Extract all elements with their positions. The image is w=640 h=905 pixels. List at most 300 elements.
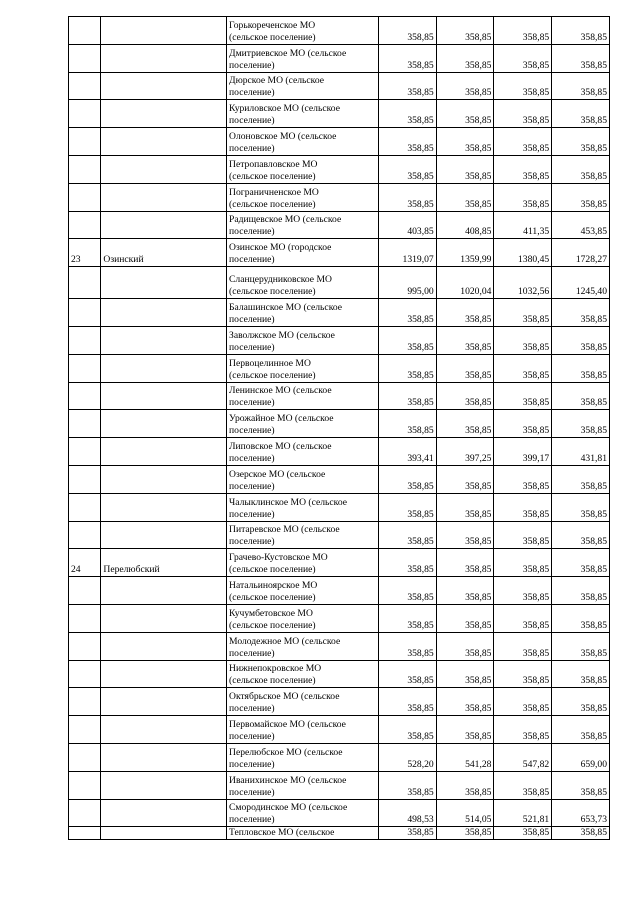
value-cell-3: 358,85: [494, 72, 552, 100]
municipality-name-line: поселение): [229, 536, 275, 548]
value-cell-4: 659,00: [552, 743, 610, 771]
district-name: [101, 799, 227, 827]
municipality-name: [227, 465, 379, 493]
municipality-name-line: поселение): [229, 341, 275, 353]
value-cell-1: 393,41: [378, 438, 436, 466]
district-name: Перелюбский: [101, 549, 227, 577]
value-cell-1: 358,85: [378, 44, 436, 72]
value-cell-4: 358,85: [552, 604, 610, 632]
municipality-name: [227, 299, 379, 327]
table-row: [69, 827, 610, 840]
municipality-name: [227, 382, 379, 410]
municipality-name-line: (сельское поселение): [229, 198, 316, 210]
table-row: [69, 493, 610, 521]
value-cell-3: 358,85: [494, 688, 552, 716]
value-cell-3: 358,85: [494, 604, 552, 632]
table-row: [69, 72, 610, 100]
value-cell-1: 358,85: [378, 493, 436, 521]
municipality-name-line: поселение): [229, 758, 275, 770]
value-cell-4: 358,85: [552, 521, 610, 549]
municipality-name: [227, 549, 379, 577]
municipality-name-line: Горькореченское МО: [229, 19, 316, 31]
municipality-name-line: Первомайское МО (сельское: [229, 718, 346, 730]
row-number: [69, 326, 101, 354]
value-cell-3: 399,17: [494, 438, 552, 466]
municipality-name: [227, 44, 379, 72]
value-cell-3: 358,85: [494, 326, 552, 354]
municipality-name-line: поселение): [229, 480, 275, 492]
value-cell-3: 521,81: [494, 799, 552, 827]
value-cell-2: 358,85: [436, 549, 494, 577]
value-cell-1: 358,85: [378, 521, 436, 549]
district-name: [101, 128, 227, 156]
district-name: [101, 382, 227, 410]
table-row: [69, 239, 610, 267]
municipality-name: [227, 410, 379, 438]
value-cell-1: 358,85: [378, 604, 436, 632]
municipality-name-line: Питаревское МО (сельское: [229, 524, 340, 536]
table-row: [69, 17, 610, 45]
value-cell-4: 358,85: [552, 688, 610, 716]
table-row: [69, 688, 610, 716]
row-number: [69, 72, 101, 100]
municipality-name: [227, 267, 379, 299]
municipality-name-line: поселение): [229, 814, 275, 826]
district-name: [101, 632, 227, 660]
district-name: [101, 493, 227, 521]
value-cell-1: 358,85: [378, 410, 436, 438]
district-name: [101, 17, 227, 45]
municipality-name-line: (сельское поселение): [229, 675, 316, 687]
value-cell-3: 358,85: [494, 549, 552, 577]
value-cell-2: 358,85: [436, 688, 494, 716]
municipality-name: [227, 183, 379, 211]
table-row: [69, 354, 610, 382]
table-row: [69, 632, 610, 660]
value-cell-4: 358,85: [552, 465, 610, 493]
value-cell-2: 358,85: [436, 44, 494, 72]
municipality-name-line: поселение): [229, 508, 275, 520]
municipality-name-line: Радищевское МО (сельское: [229, 214, 342, 226]
municipality-name-line: Озерское МО (сельское: [229, 468, 326, 480]
value-cell-3: 358,85: [494, 17, 552, 45]
value-cell-2: 397,25: [436, 438, 494, 466]
municipality-name: [227, 17, 379, 45]
value-cell-2: 541,28: [436, 743, 494, 771]
row-number: 24: [69, 549, 101, 577]
value-cell-2: 358,85: [436, 100, 494, 128]
value-cell-2: 358,85: [436, 326, 494, 354]
municipality-name-line: поселение): [229, 254, 275, 266]
row-number: [69, 44, 101, 72]
district-name: [101, 100, 227, 128]
value-cell-3: 358,85: [494, 493, 552, 521]
value-cell-2: 358,85: [436, 155, 494, 183]
value-cell-1: 358,85: [378, 688, 436, 716]
value-cell-3: 358,85: [494, 521, 552, 549]
district-name: [101, 410, 227, 438]
value-cell-1: 403,85: [378, 211, 436, 239]
value-cell-1: 358,85: [378, 549, 436, 577]
value-cell-1: 358,85: [378, 771, 436, 799]
value-cell-4: 358,85: [552, 183, 610, 211]
table-row: [69, 716, 610, 744]
municipality-name: [227, 521, 379, 549]
row-number: [69, 211, 101, 239]
value-cell-2: 358,85: [436, 128, 494, 156]
municipality-name: [227, 155, 379, 183]
value-cell-1: 358,85: [378, 183, 436, 211]
value-cell-3: 358,85: [494, 577, 552, 605]
value-cell-4: 358,85: [552, 493, 610, 521]
municipality-name: [227, 72, 379, 100]
value-cell-2: 358,85: [436, 493, 494, 521]
value-cell-3: 358,85: [494, 44, 552, 72]
value-cell-2: 358,85: [436, 299, 494, 327]
row-number: [69, 128, 101, 156]
row-number: [69, 410, 101, 438]
value-cell-3: 358,85: [494, 465, 552, 493]
municipality-name: [227, 100, 379, 128]
municipality-name-line: Смородинское МО (сельское: [229, 802, 348, 814]
municipality-name: [227, 577, 379, 605]
value-cell-1: 358,85: [378, 716, 436, 744]
value-cell-2: 1020,04: [436, 267, 494, 299]
value-cell-1: 358,85: [378, 354, 436, 382]
municipality-name-line: поселение): [229, 59, 275, 71]
municipality-name: [227, 632, 379, 660]
value-cell-1: 358,85: [378, 660, 436, 688]
table-body: [69, 17, 610, 840]
value-cell-4: 358,85: [552, 155, 610, 183]
value-cell-3: 358,85: [494, 155, 552, 183]
row-number: [69, 743, 101, 771]
table-row: [69, 549, 610, 577]
district-name: [101, 743, 227, 771]
municipality-name-line: Нижнепокровское МО: [229, 663, 322, 675]
municipality-name-line: Натальиноярское МО: [229, 579, 318, 591]
value-cell-4: 358,85: [552, 549, 610, 577]
district-name: [101, 72, 227, 100]
municipality-name-line: Грачево-Кустовское МО: [229, 552, 328, 564]
value-cell-2: 358,85: [436, 577, 494, 605]
municipality-name: [227, 799, 379, 827]
value-cell-3: 358,85: [494, 410, 552, 438]
district-name: [101, 771, 227, 799]
row-number: [69, 827, 101, 840]
value-cell-2: 358,85: [436, 632, 494, 660]
value-cell-1: 358,85: [378, 17, 436, 45]
municipality-name-line: Урожайное МО (сельское: [229, 413, 334, 425]
row-number: 23: [69, 239, 101, 267]
row-number: [69, 632, 101, 660]
value-cell-4: 358,85: [552, 577, 610, 605]
municipality-name: [227, 239, 379, 267]
value-cell-2: 358,85: [436, 382, 494, 410]
district-name: [101, 716, 227, 744]
table-row: [69, 267, 610, 299]
value-cell-3: 358,85: [494, 660, 552, 688]
municipality-name-line: поселение): [229, 87, 275, 99]
municipality-name-line: поселение): [229, 313, 275, 325]
value-cell-2: 358,85: [436, 465, 494, 493]
value-cell-3: 1380,45: [494, 239, 552, 267]
table-row: [69, 326, 610, 354]
value-cell-1: 358,85: [378, 326, 436, 354]
table-row: [69, 410, 610, 438]
value-cell-4: 358,85: [552, 17, 610, 45]
row-number: [69, 771, 101, 799]
row-number: [69, 100, 101, 128]
value-cell-3: 358,85: [494, 827, 552, 840]
municipality-name-line: Дюрское МО (сельское: [229, 75, 324, 87]
value-cell-4: 1245,40: [552, 267, 610, 299]
table-row: [69, 604, 610, 632]
value-cell-4: 653,73: [552, 799, 610, 827]
municipality-name-line: Заволжское МО (сельское: [229, 329, 335, 341]
value-cell-3: 358,85: [494, 632, 552, 660]
municipality-name: [227, 716, 379, 744]
district-name: [101, 267, 227, 299]
value-cell-1: 358,85: [378, 827, 436, 840]
municipality-name-line: Ленинское МО (сельское: [229, 385, 332, 397]
municipality-name-line: поселение): [229, 730, 275, 742]
table-row: [69, 211, 610, 239]
value-cell-4: 358,85: [552, 72, 610, 100]
municipality-name-line: Куриловское МО (сельское: [229, 103, 340, 115]
row-number: [69, 183, 101, 211]
value-cell-2: 358,85: [436, 72, 494, 100]
district-name: [101, 183, 227, 211]
value-cell-3: 358,85: [494, 771, 552, 799]
table-row: [69, 438, 610, 466]
table-row: [69, 799, 610, 827]
municipality-name-line: Тепловское МО (сельское: [229, 827, 335, 839]
value-cell-3: 358,85: [494, 382, 552, 410]
table-row: [69, 521, 610, 549]
district-name: [101, 660, 227, 688]
value-cell-4: 1728,27: [552, 239, 610, 267]
table-row: [69, 44, 610, 72]
value-cell-3: 1032,56: [494, 267, 552, 299]
district-name: [101, 354, 227, 382]
municipality-name: [227, 493, 379, 521]
table-row: [69, 577, 610, 605]
row-number: [69, 155, 101, 183]
value-cell-4: 358,85: [552, 827, 610, 840]
value-cell-2: 1359,99: [436, 239, 494, 267]
district-name: [101, 326, 227, 354]
municipality-name-line: (сельское поселение): [229, 369, 316, 381]
municipality-name-line: поселение): [229, 226, 275, 238]
value-cell-4: 358,85: [552, 632, 610, 660]
value-cell-2: 358,85: [436, 771, 494, 799]
municipality-name-line: Озинское МО (городское: [229, 242, 332, 254]
municipality-name-line: Чалыклинское МО (сельское: [229, 496, 348, 508]
municipality-name-line: Балашинское МО (сельское: [229, 301, 343, 313]
value-cell-2: 358,85: [436, 410, 494, 438]
municipality-name: [227, 354, 379, 382]
municipality-name: [227, 688, 379, 716]
value-cell-2: 358,85: [436, 827, 494, 840]
municipality-name-line: Октябрьское МО (сельское: [229, 691, 340, 703]
row-number: [69, 521, 101, 549]
district-name: [101, 604, 227, 632]
row-number: [69, 438, 101, 466]
municipality-name-line: поселение): [229, 452, 275, 464]
settlement-table: [68, 16, 610, 840]
municipality-name-line: поселение): [229, 397, 275, 409]
value-cell-1: 358,85: [378, 632, 436, 660]
value-cell-3: 547,82: [494, 743, 552, 771]
municipality-name: [227, 438, 379, 466]
district-name: [101, 827, 227, 840]
row-number: [69, 382, 101, 410]
value-cell-1: 498,53: [378, 799, 436, 827]
row-number: [69, 799, 101, 827]
value-cell-1: 358,85: [378, 128, 436, 156]
value-cell-1: 995,00: [378, 267, 436, 299]
value-cell-4: 358,85: [552, 44, 610, 72]
row-number: [69, 465, 101, 493]
municipality-name-line: Петропавловское МО: [229, 158, 318, 170]
district-name: [101, 688, 227, 716]
value-cell-2: 408,85: [436, 211, 494, 239]
table-row: [69, 183, 610, 211]
value-cell-4: 358,85: [552, 716, 610, 744]
municipality-name-line: (сельское поселение): [229, 31, 316, 43]
municipality-name-line: поселение): [229, 425, 275, 437]
value-cell-2: 358,85: [436, 604, 494, 632]
value-cell-2: 358,85: [436, 17, 494, 45]
district-name: Озинский: [101, 239, 227, 267]
value-cell-4: 358,85: [552, 100, 610, 128]
row-number: [69, 493, 101, 521]
table-row: [69, 465, 610, 493]
value-cell-4: 358,85: [552, 410, 610, 438]
district-name: [101, 44, 227, 72]
row-number: [69, 577, 101, 605]
value-cell-4: 358,85: [552, 771, 610, 799]
table-row: [69, 771, 610, 799]
value-cell-4: 453,85: [552, 211, 610, 239]
value-cell-2: 358,85: [436, 660, 494, 688]
value-cell-3: 411,35: [494, 211, 552, 239]
table-row: [69, 660, 610, 688]
municipality-name-line: поселение): [229, 703, 275, 715]
municipality-name: [227, 128, 379, 156]
municipality-name-line: (сельское поселение): [229, 619, 316, 631]
municipality-name-line: поселение): [229, 647, 275, 659]
municipality-name: [227, 604, 379, 632]
municipality-name-line: Дмитриевское МО (сельское: [229, 47, 347, 59]
value-cell-4: 358,85: [552, 128, 610, 156]
municipality-name-line: Липовское МО (сельское: [229, 440, 332, 452]
row-number: [69, 267, 101, 299]
table-row: [69, 155, 610, 183]
value-cell-1: 358,85: [378, 100, 436, 128]
municipality-name-line: поселение): [229, 115, 275, 127]
municipality-name: [227, 771, 379, 799]
value-cell-4: 358,85: [552, 299, 610, 327]
municipality-name-line: Молодежное МО (сельское: [229, 635, 341, 647]
municipality-name-line: Иванихинское МО (сельское: [229, 774, 347, 786]
row-number: [69, 716, 101, 744]
district-name: [101, 299, 227, 327]
table-row: [69, 100, 610, 128]
table-row: [69, 382, 610, 410]
municipality-name: [227, 326, 379, 354]
row-number: [69, 17, 101, 45]
district-name: [101, 577, 227, 605]
municipality-name-line: (сельское поселение): [229, 564, 316, 576]
value-cell-2: 514,05: [436, 799, 494, 827]
value-cell-1: 358,85: [378, 465, 436, 493]
municipality-name: [227, 660, 379, 688]
value-cell-4: 431,81: [552, 438, 610, 466]
row-number: [69, 299, 101, 327]
table-row: [69, 743, 610, 771]
value-cell-2: 358,85: [436, 354, 494, 382]
value-cell-4: 358,85: [552, 354, 610, 382]
value-cell-1: 358,85: [378, 299, 436, 327]
value-cell-1: 358,85: [378, 382, 436, 410]
municipality-name-line: (сельское поселение): [229, 591, 316, 603]
district-name: [101, 211, 227, 239]
municipality-name-line: Олоновское МО (сельское: [229, 130, 337, 142]
row-number: [69, 660, 101, 688]
table-row: [69, 299, 610, 327]
value-cell-3: 358,85: [494, 100, 552, 128]
value-cell-4: 358,85: [552, 660, 610, 688]
row-number: [69, 604, 101, 632]
value-cell-1: 528,20: [378, 743, 436, 771]
municipality-name: [227, 211, 379, 239]
municipality-name: [227, 743, 379, 771]
municipality-name-line: (сельское поселение): [229, 286, 316, 298]
value-cell-3: 358,85: [494, 183, 552, 211]
value-cell-3: 358,85: [494, 299, 552, 327]
municipality-name: [227, 827, 379, 840]
district-name: [101, 521, 227, 549]
table-row: [69, 128, 610, 156]
value-cell-3: 358,85: [494, 354, 552, 382]
value-cell-1: 358,85: [378, 155, 436, 183]
value-cell-2: 358,85: [436, 183, 494, 211]
municipality-name-line: Перелюбское МО (сельское: [229, 746, 343, 758]
district-name: [101, 465, 227, 493]
municipality-name-line: Кучумбетовское МО: [229, 607, 313, 619]
district-name: [101, 438, 227, 466]
value-cell-3: 358,85: [494, 716, 552, 744]
municipality-name-line: Сланцерудниковское МО: [229, 274, 332, 286]
value-cell-2: 358,85: [436, 716, 494, 744]
value-cell-4: 358,85: [552, 382, 610, 410]
municipality-name-line: (сельское поселение): [229, 170, 316, 182]
value-cell-1: 358,85: [378, 577, 436, 605]
municipality-name-line: поселение): [229, 786, 275, 798]
row-number: [69, 688, 101, 716]
value-cell-1: 1319,07: [378, 239, 436, 267]
value-cell-3: 358,85: [494, 128, 552, 156]
municipality-name-line: поселение): [229, 142, 275, 154]
municipality-name-line: Первоцелинное МО: [229, 357, 311, 369]
row-number: [69, 354, 101, 382]
value-cell-1: 358,85: [378, 72, 436, 100]
district-name: [101, 155, 227, 183]
value-cell-4: 358,85: [552, 326, 610, 354]
municipality-name-line: Пограничненское МО: [229, 186, 319, 198]
